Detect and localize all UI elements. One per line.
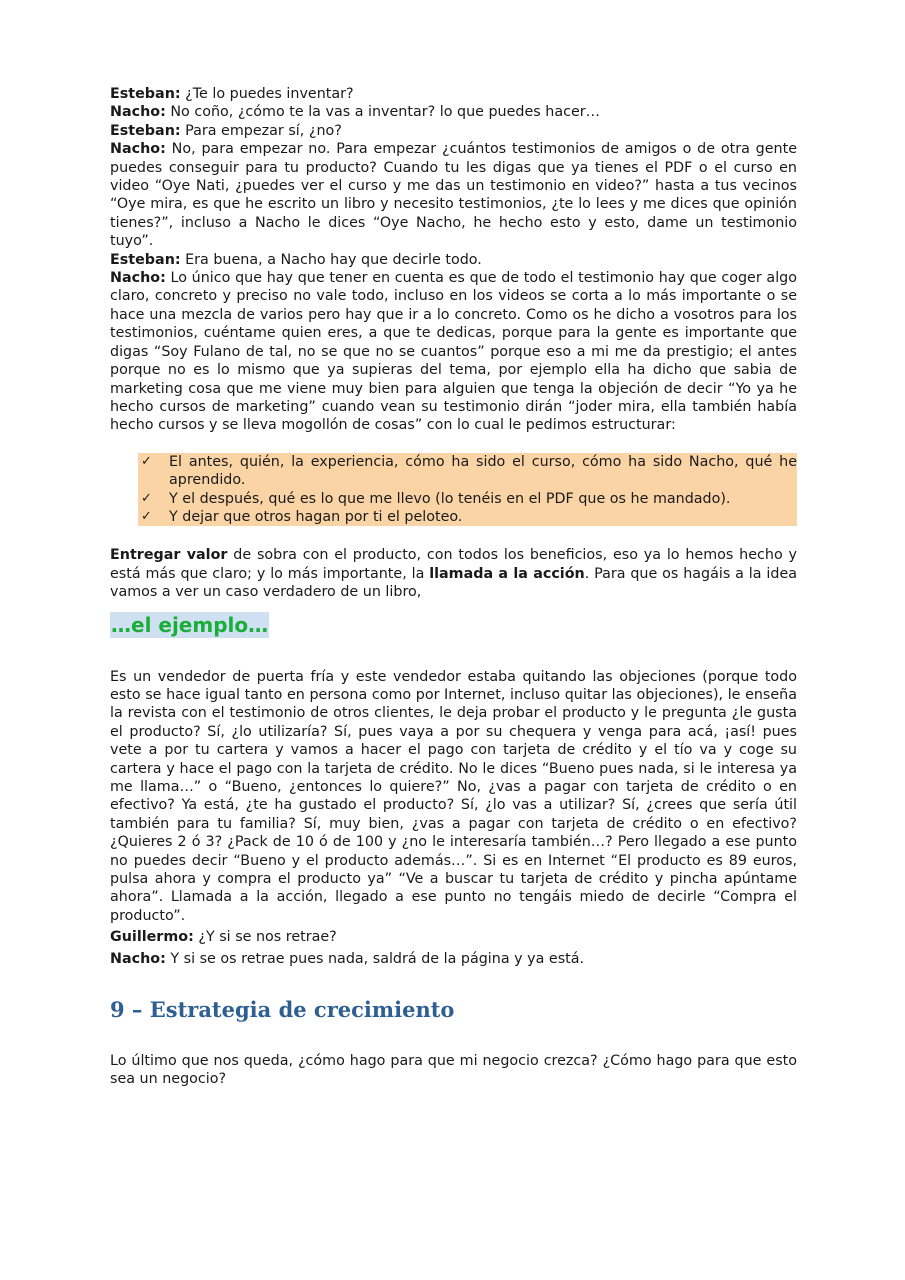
dialogue-text: Y si se os retrae pues nada, saldrá de la página y ya está. (165, 950, 585, 967)
dialogue-text: ¿Y si se nos retrae? (193, 929, 337, 946)
dialogue-text: Lo único que hay que tener en cuenta es que de todo el testimonio hay que coger algo claro, concreto y preciso no vale todo, incluso en los videos se corta a lo más importante o se hace una mezcla de varios pero hay que ir a lo concreto. Como os he dicho a vosotros para los testimonios, cuéntame quien eres, a que te dedicas, porque para la gente es importante que digas “Soy Fulano de tal, no se que no se cuantos” porque eso a mi me da prestigio; el antes porque no es lo mismo que ya supieras del tema, por ejemplo ella ha dicho que sabia de marketing cosa que me viene muy bien para alguien que tenga la objeción de decir “Yo ya he hecho cursos de marketing” cuando vean su testimonio dirán “joder mira, ella también había hecho cursos y se lleva mogollón de cosas” con lo cual le pedimos estructurar: (110, 270, 797, 434)
speaker-name: Esteban: (110, 251, 181, 268)
example-heading: …el ejemplo… (111, 612, 269, 637)
speaker-name: Esteban: (110, 86, 181, 102)
bold-phrase: llamada a la acción (429, 565, 585, 582)
bold-phrase: Entregar valor (110, 547, 228, 564)
speaker-name: Guillermo: (110, 929, 194, 946)
speaker-name: Esteban: (110, 122, 181, 139)
speaker-name: Nacho: (110, 270, 166, 287)
checkmark-icon: ✓ (141, 490, 152, 506)
testimonial-checklist (138, 453, 797, 527)
list-item (138, 508, 797, 526)
value-paragraph (110, 546, 797, 601)
dialogue-text: Era buena, a Nacho hay que decirle todo. (180, 251, 482, 268)
checkmark-icon: ✓ (141, 508, 152, 524)
list-item (138, 453, 797, 490)
dialogue-line (110, 85, 797, 103)
dialogue-text: No coño, ¿cómo te la vas a inventar? lo que puedes hacer… (165, 104, 600, 121)
list-item-text: El antes, quién, la experiencia, cómo ha sido el curso, cómo ha sido Nacho, qué he aprendido. (169, 453, 797, 489)
paragraph-text: de sobra con el producto, con todos los beneficios, eso ya lo hemos hecho y está más que claro; y lo más importante, la (110, 547, 797, 582)
paragraph-text: . Para que os hagáis a la idea vamos a ver un caso verdadero de un libro, (110, 565, 797, 601)
story-paragraph: Es un vendedor de puerta fría y este vendedor estaba quitando las objeciones (porque todo esto se hace igual tanto en persona como por Internet, incluso quitar las objeciones), le enseña la revista con el testimonio de otros clientes, le deja probar el producto y le pregunta ¿le gusta el producto? Sí, ¿lo utilizaría? Sí, pues vaya a por su chequera y venga para acá, ¡así! pues vete a por tu cartera y vamos a hacer el pago con tarjeta de crédito y el tío va y coge su cartera y hace el pago con la tarjeta de crédito. No le dices “Bueno pues nada, si le interesa ya me llama…” o “Bueno, ¿entonces lo quiere?” No, ¿vas a pagar con tarjeta de crédito o en efectivo? Ya está, ¿te ha gustado el producto? Sí, ¿lo vas a utilizar? Sí, ¿crees que sería útil también para tu familia? Sí, muy bien, ¿vas a pagar con tarjeta de crédito o en efectivo? ¿Quieres 2 ó 3? ¿Pack de 10 ó de 100 y ¿no le interesaría también…? Pero llegado a ese punto no puedes decir “Bueno y el producto además…”. Si es en Internet “El producto es 89 euros, pulsa ahora y compra el producto ya” “Ve a buscar tu tarjeta de crédito y pincha apúntame ahora”. Llamada a la acción, llegado a ese punto no tengáis miedo de decirle “Compra el producto”. (110, 668, 797, 924)
dialogue-text: No, para empezar no. Para empezar ¿cuántos testimonios de amigos o de otra gente puedes conseguir para tu producto? Cuando tu les digas que ya tienes el PDF o el curso en video “Oye Nati, ¿puedes ver el curso y me das un testimonio en video?” hasta a tus vecinos “Oye mira, es que he escrito un libro y necesito testimonios, ¿te lo lees y me dices que opinión tienes?”, incluso a Nacho le dices “Oye Nacho, he hecho esto y esto, dame un testimonio tuyo”. (110, 141, 797, 250)
list-item (138, 490, 797, 508)
example-heading-wrap (110, 612, 797, 638)
dialogue-line (110, 140, 797, 250)
speaker-name: Nacho: (110, 950, 166, 967)
dialogue-text: ¿Te lo puedes inventar? (180, 86, 354, 102)
document-page (110, 85, 797, 1089)
speaker-name: Nacho: (110, 104, 166, 121)
dialogue-line (110, 251, 797, 269)
dialogue-line (110, 269, 797, 435)
dialogue-line (110, 122, 797, 140)
checkmark-icon: ✓ (141, 453, 152, 469)
dialogue-text: Para empezar sí, ¿no? (180, 122, 342, 139)
list-item-text: Y dejar que otros hagan por ti el peloteo. (169, 508, 463, 525)
list-item-text: Y el después, qué es lo que me llevo (lo tenéis en el PDF que os he mandado). (169, 490, 731, 507)
dialogue-line (110, 103, 797, 121)
section-heading: 9 – Estrategia de crecimiento (110, 997, 455, 1023)
speaker-name: Nacho: (110, 141, 166, 158)
closing-paragraph: Lo último que nos queda, ¿cómo hago para que mi negocio crezca? ¿Cómo hago para que esto sea un negocio? (110, 1053, 797, 1088)
dialogue-line (110, 950, 797, 968)
dialogue-line (110, 928, 797, 946)
